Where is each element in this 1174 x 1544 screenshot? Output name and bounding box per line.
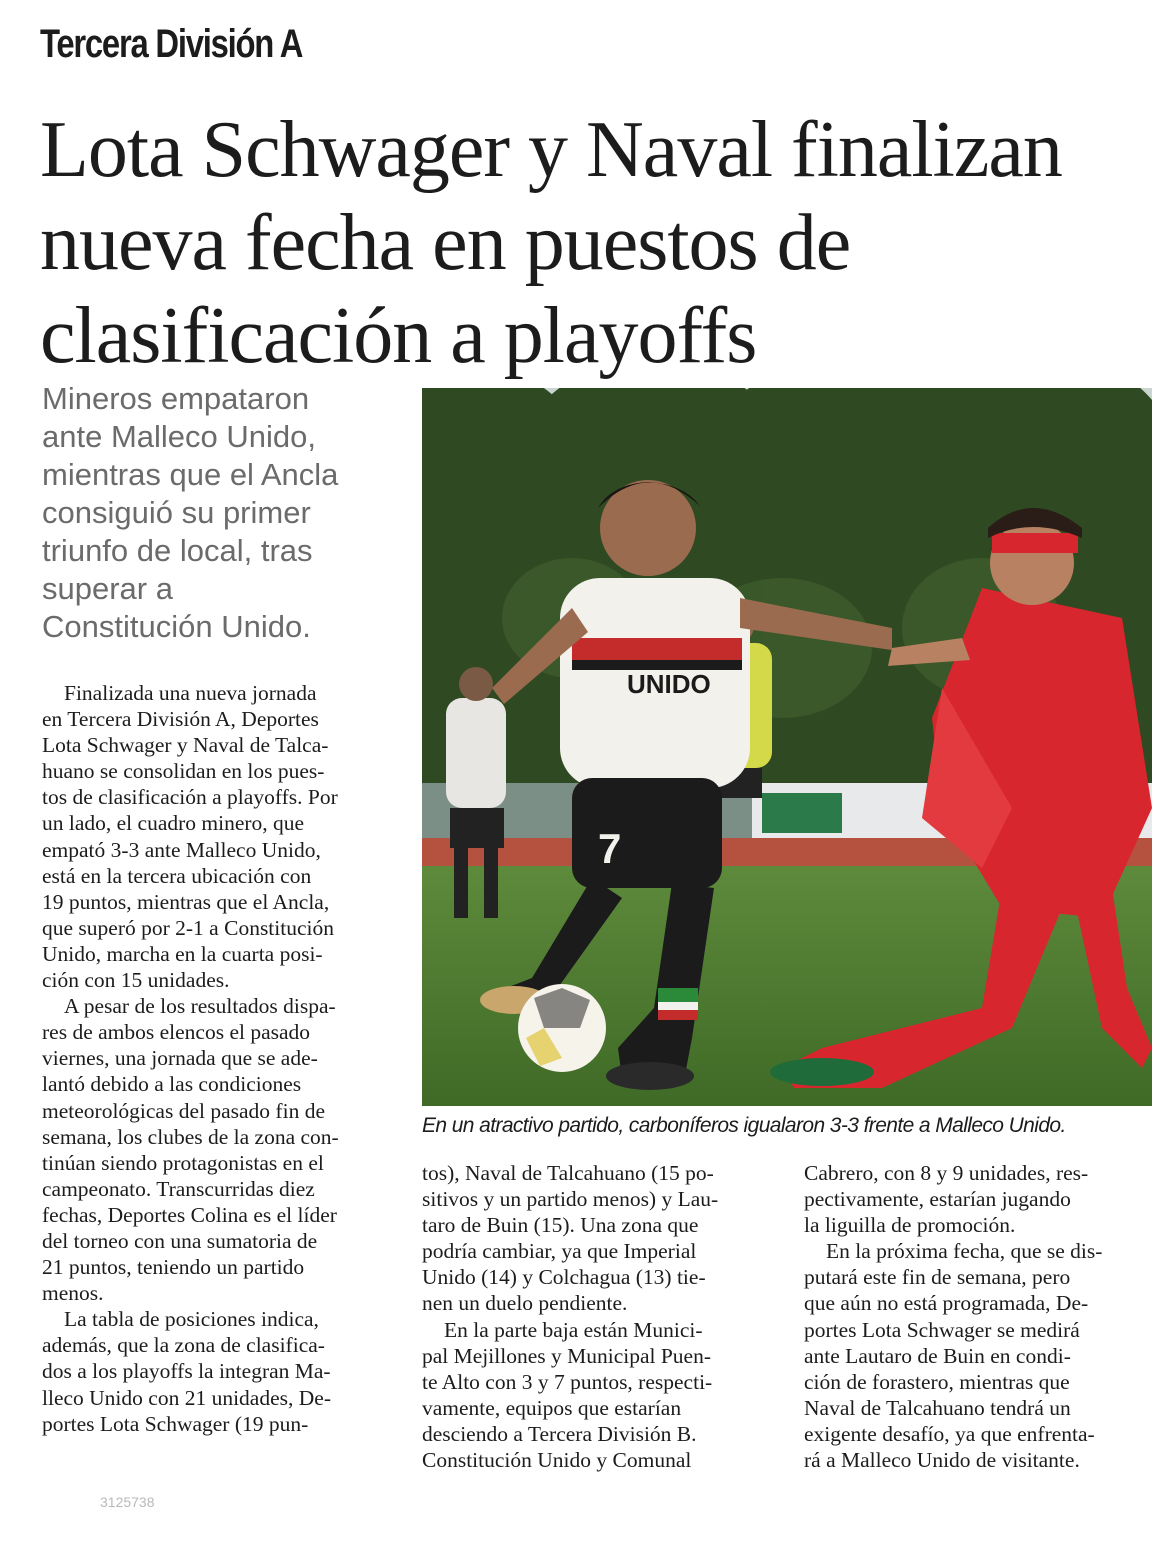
text-line: Finalizada una nueva jornada — [64, 681, 317, 705]
text-line: ante Lautaro de Buin en condi- — [804, 1343, 1071, 1368]
deck-line: superar a — [42, 571, 173, 606]
text-line: 19 puntos, mientras que el Ancla, — [42, 889, 330, 914]
text-line: que superó por 2-1 a Constitución — [42, 915, 334, 940]
text-line: lleco Unido con 21 unidades, De- — [42, 1385, 331, 1410]
text-line: La tabla de posiciones indica, — [64, 1307, 319, 1332]
paragraph — [804, 1264, 1148, 1473]
text-line: campeonato. Transcurridas diez — [42, 1176, 315, 1201]
watermark: 3125738 — [100, 1494, 155, 1510]
text-line: vamente, equipos que estarían — [422, 1395, 682, 1420]
body-column-1 — [42, 680, 392, 1437]
text-line: la liguilla de promoción. — [804, 1213, 1016, 1238]
paragraph — [42, 1332, 392, 1436]
shirt-text: UNIDO — [627, 669, 711, 699]
deck-line: consiguió su primer — [42, 495, 311, 530]
text-line: En la parte baja están Munici- — [444, 1317, 703, 1342]
text-line: putará este fin de semana, pero — [804, 1265, 1071, 1290]
text-line: Lota Schwager y Naval de Talca- — [42, 733, 329, 758]
photo-caption: En un atractivo partido, carboníferos igualaron 3-3 frente a Malleco Unido. — [422, 1114, 1066, 1137]
text-line: res de ambos elencos el pasado — [42, 1020, 311, 1045]
deck-line: Constitución Unido. — [42, 609, 311, 644]
text-line: ción de forastero, mientras que — [804, 1369, 1070, 1394]
text-line: Cabrero, con 8 y 9 unidades, res- — [804, 1161, 1089, 1185]
text-line: tos de clasificación a playoffs. Por — [42, 785, 338, 810]
paragraph — [42, 1019, 392, 1306]
text-line: Constitución Unido y Comunal — [422, 1448, 692, 1473]
text-line: sitivos y un partido menos) y Lau- — [422, 1187, 719, 1212]
text-line: tos), Naval de Talcahuano (15 po- — [422, 1161, 714, 1185]
text-line: nen un duelo pendiente. — [422, 1291, 628, 1316]
paragraph — [42, 706, 392, 993]
paragraph — [42, 1306, 392, 1332]
text-line: empató 3-3 ante Malleco Unido, — [42, 837, 321, 862]
section-label: Tercera División A — [40, 22, 303, 66]
text-line: meteorológicas del pasado fin de — [42, 1098, 325, 1123]
text-line: Unido, marcha en la cuarta posi- — [42, 941, 323, 966]
text-line: fechas, Deportes Colina es el líder — [42, 1202, 337, 1227]
text-line: En la próxima fecha, que se dis- — [826, 1239, 1103, 1264]
text-line: portes Lota Schwager (19 pun- — [42, 1411, 309, 1436]
headline-line: Lota Schwager y Naval finalizan — [40, 106, 1062, 194]
paragraph — [422, 1343, 774, 1473]
text-line: taro de Buin (15). Una zona que — [422, 1213, 699, 1238]
match-photo — [422, 388, 1152, 1106]
text-line: pectivamente, estarían jugando — [804, 1187, 1071, 1212]
headline-line: clasificación a playoffs — [40, 292, 757, 380]
text-line: exigente desafío, ya que enfrenta- — [804, 1421, 1095, 1446]
text-line: tinúan siendo protagonistas en el — [42, 1150, 324, 1175]
paragraph — [42, 993, 392, 1019]
text-line: 21 puntos, teniendo un partido — [42, 1255, 305, 1280]
text-line: podría cambiar, ya que Imperial — [422, 1239, 697, 1264]
text-line: ción con 15 unidades. — [42, 968, 230, 993]
paragraph — [422, 1160, 774, 1317]
text-line: lantó debido a las condiciones — [42, 1072, 302, 1097]
text-line: viernes, una jornada que se ade- — [42, 1046, 318, 1071]
jersey-number: 7 — [598, 825, 622, 872]
text-line: un lado, el cuadro minero, que — [42, 811, 305, 836]
text-line: Unido (14) y Colchagua (13) tie- — [422, 1265, 706, 1290]
text-line: portes Lota Schwager se medirá — [804, 1317, 1080, 1342]
headline-line: nueva fecha en puestos de — [40, 199, 851, 287]
text-line: además, que la zona de clasifica- — [42, 1333, 325, 1358]
text-line: huano se consolidan en los pues- — [42, 759, 325, 784]
deck-line: ante Malleco Unido, — [42, 419, 316, 454]
paragraph — [804, 1238, 1148, 1264]
deck-line: mientras que el Ancla — [42, 457, 339, 492]
text-line: pal Mejillones y Municipal Puen- — [422, 1343, 712, 1368]
body-column-3 — [804, 1160, 1148, 1473]
text-line: que aún no está programada, De- — [804, 1291, 1089, 1316]
body-column-2 — [422, 1160, 774, 1473]
text-line: dos a los playoffs la integran Ma- — [42, 1359, 331, 1384]
text-line: te Alto con 3 y 7 puntos, respecti- — [422, 1369, 713, 1394]
text-line: en Tercera División A, Deportes — [42, 707, 319, 732]
text-line: menos. — [42, 1281, 104, 1306]
paragraph — [804, 1160, 1148, 1238]
text-line: está en la tercera ubicación con — [42, 863, 312, 888]
text-line: Naval de Talcahuano tendrá un — [804, 1395, 1071, 1420]
deck-line: Mineros empataron — [42, 381, 310, 416]
text-line: A pesar de los resultados dispa- — [64, 994, 336, 1019]
paragraph — [422, 1317, 774, 1343]
text-line: rá a Malleco Unido de visitante. — [804, 1448, 1080, 1473]
paragraph — [42, 680, 392, 706]
deck-line: triunfo de local, tras — [42, 533, 313, 568]
text-line: del torneo con una sumatoria de — [42, 1228, 318, 1253]
text-line: desciendo a Tercera División B. — [422, 1421, 697, 1446]
deck-subheadline — [42, 380, 402, 646]
text-line: semana, los clubes de la zona con- — [42, 1124, 339, 1149]
headline — [40, 104, 1150, 383]
